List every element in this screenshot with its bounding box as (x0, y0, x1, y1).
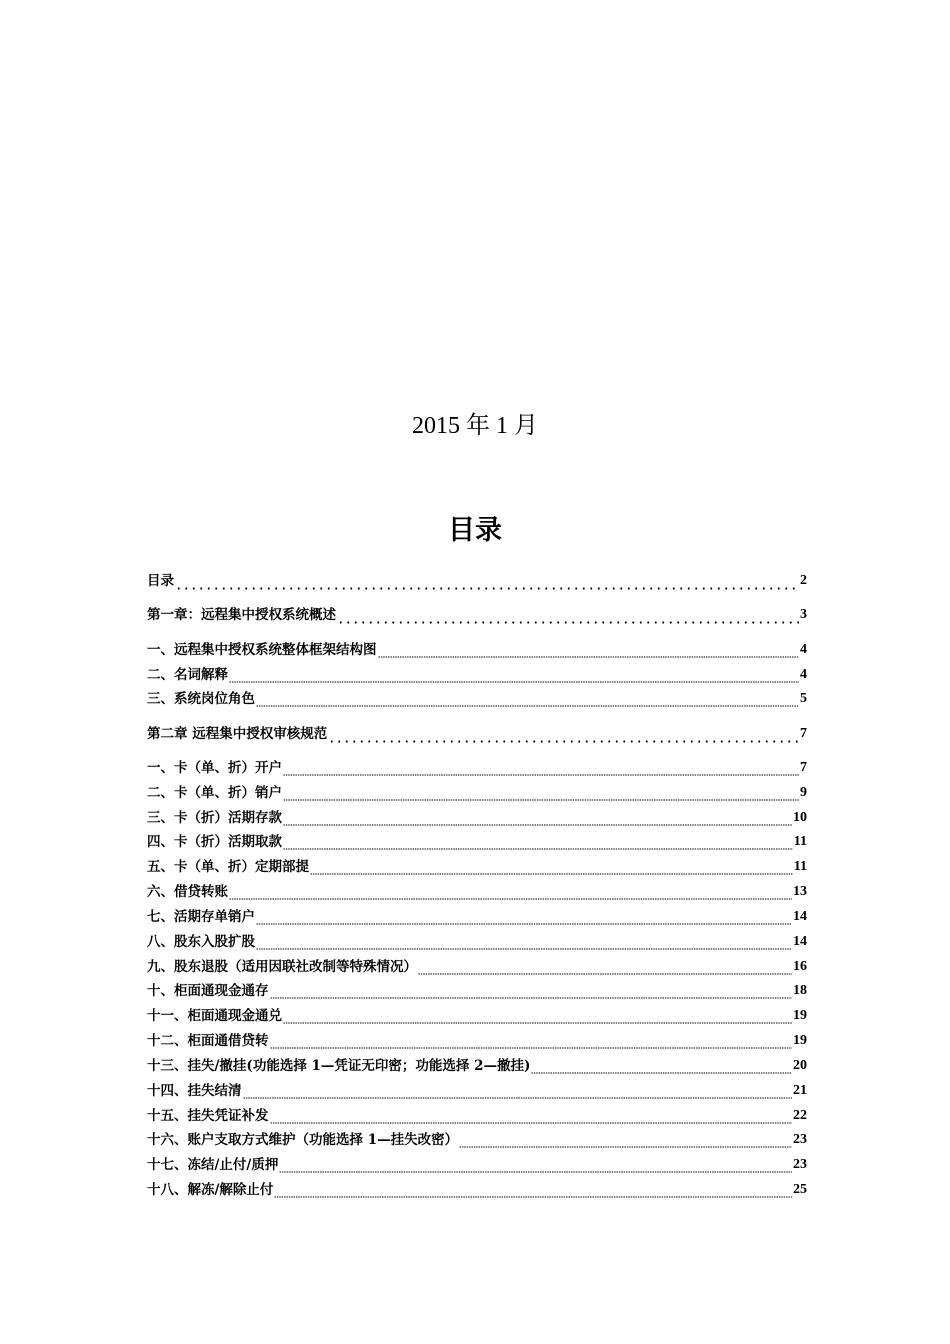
toc-entry[interactable] (147, 829, 807, 851)
toc-entry-label: 第二章 远程集中授权审核规范 (147, 726, 328, 742)
toc-entry-page: 19 (793, 1008, 807, 1023)
toc-leader-dots (283, 761, 799, 777)
toc-entry-page: 13 (793, 884, 807, 899)
toc-leader-dots (256, 935, 792, 951)
toc-leader-dots (270, 1109, 793, 1125)
toc-entry-label: 一、卡（单、折）开户 (147, 760, 282, 776)
toc-leader-dots (337, 608, 799, 624)
toc-entry[interactable] (147, 780, 807, 802)
toc-entry-label: 十五、挂失凭证补发 (147, 1108, 269, 1124)
toc-leader-dots (283, 1009, 792, 1025)
toc-entry-page: 22 (793, 1108, 807, 1123)
toc-entry-label: 十二、柜面通借贷转 (147, 1033, 269, 1049)
toc-leader-dots (418, 960, 792, 976)
toc-entry-label: 二、名词解释 (147, 667, 228, 683)
toc-entry[interactable] (147, 904, 807, 926)
toc-entry-label: 十八、解冻/解除止付 (147, 1182, 274, 1198)
toc-entry-label: 十一、柜面通现金通兑 (147, 1008, 282, 1024)
toc-entry-page: 7 (800, 726, 807, 741)
toc-leader-dots (328, 727, 799, 743)
toc-entry[interactable] (147, 1028, 807, 1050)
toc-entry[interactable] (147, 1078, 807, 1100)
toc-entry[interactable] (147, 978, 807, 1000)
toc-entry-page: 4 (800, 667, 807, 682)
toc-entry-label: 六、借贷转账 (147, 884, 228, 900)
toc-leader-dots (175, 574, 799, 590)
toc-entry-page: 18 (793, 983, 807, 998)
toc-leader-dots (256, 910, 792, 926)
toc-leader-dots (531, 1059, 792, 1075)
toc-entry-label: 十三、挂失/撤挂(功能选择 1—凭证无印密；功能选择 2—撤挂) (147, 1058, 531, 1074)
toc-entry-page: 21 (793, 1083, 807, 1098)
toc-leader-dots (378, 643, 800, 659)
toc-entry-page: 14 (793, 934, 807, 949)
toc-entry[interactable] (147, 721, 807, 743)
toc-entry-label: 十、柜面通现金通存 (147, 983, 269, 999)
toc-entry-label: 九、股东退股（适用因联社改制等特殊情况） (147, 959, 417, 975)
toc-entry[interactable] (147, 637, 807, 659)
toc-entry[interactable] (147, 929, 807, 951)
toc-entry[interactable] (147, 954, 807, 976)
toc-entry-page: 16 (793, 959, 807, 974)
toc-entry-label: 十四、挂失结清 (147, 1083, 242, 1099)
toc-entry[interactable] (147, 1053, 807, 1075)
toc-leader-dots (229, 885, 792, 901)
toc-leader-dots (229, 668, 799, 684)
toc-entry-page: 10 (793, 810, 807, 825)
toc-entry[interactable] (147, 1152, 807, 1174)
toc-leader-dots (459, 1133, 792, 1149)
toc-entry-label: 目录 (147, 573, 174, 589)
toc-entry-page: 2 (800, 573, 807, 588)
toc-leader-dots (283, 811, 792, 827)
toc-entry-page: 20 (793, 1058, 807, 1073)
toc-entry[interactable] (147, 1003, 807, 1025)
toc-entry-page: 9 (800, 785, 807, 800)
toc-entry-page: 3 (800, 607, 807, 622)
toc-entry[interactable] (147, 602, 807, 624)
toc-entry-label: 八、股东入股扩股 (147, 934, 255, 950)
toc-entry-label: 十七、冻结/止付/质押 (147, 1157, 279, 1173)
toc-entry-label: 第一章：远程集中授权系统概述 (147, 607, 336, 623)
toc-entry-label: 三、卡（折）活期存款 (147, 810, 282, 826)
document-date: 2015 年 1 月 (412, 413, 538, 439)
toc-leader-dots (256, 692, 799, 708)
toc-entry-page: 5 (800, 691, 807, 706)
toc-entry-page: 23 (793, 1157, 807, 1172)
toc-leader-dots (310, 860, 793, 876)
toc-entry-label: 七、活期存单销户 (147, 909, 255, 925)
toc-entry-label: 十六、账户支取方式维护（功能选择 1—挂失改密） (147, 1132, 459, 1148)
toc-leader-dots (243, 1084, 793, 1100)
toc-entry-page: 4 (800, 642, 807, 657)
toc-entry-label: 四、卡（折）活期取款 (147, 834, 282, 850)
toc-entry[interactable] (147, 854, 807, 876)
toc-entry[interactable] (147, 1177, 807, 1199)
toc-title: 目录 (448, 515, 502, 546)
toc-entry[interactable] (147, 805, 807, 827)
toc-entry-label: 三、系统岗位角色 (147, 691, 255, 707)
toc-entry-page: 25 (793, 1182, 807, 1197)
toc-entry[interactable] (147, 568, 807, 590)
toc-leader-dots (279, 1158, 792, 1174)
toc-entry[interactable] (147, 755, 807, 777)
toc-entry-page: 11 (793, 859, 807, 874)
toc-entry-page: 14 (793, 909, 807, 924)
toc-entry-page: 23 (793, 1132, 807, 1147)
toc-leader-dots (283, 786, 799, 802)
toc-entry-label: 二、卡（单、折）销户 (147, 785, 282, 801)
toc-entry-page: 19 (793, 1033, 807, 1048)
toc-leader-dots (274, 1183, 792, 1199)
toc-entry-page: 11 (793, 834, 807, 849)
toc-leader-dots (283, 835, 793, 851)
toc-entry-label: 一、远程集中授权系统整体框架结构图 (147, 642, 377, 658)
toc-entry[interactable] (147, 1127, 807, 1149)
toc-entry[interactable] (147, 686, 807, 708)
toc-entry[interactable] (147, 662, 807, 684)
toc-entry-page: 7 (800, 760, 807, 775)
toc-entry-label: 五、卡（单、折）定期部提 (147, 859, 309, 875)
toc-leader-dots (270, 1034, 793, 1050)
toc-entry[interactable] (147, 1103, 807, 1125)
toc-leader-dots (270, 984, 793, 1000)
toc-entry[interactable] (147, 879, 807, 901)
